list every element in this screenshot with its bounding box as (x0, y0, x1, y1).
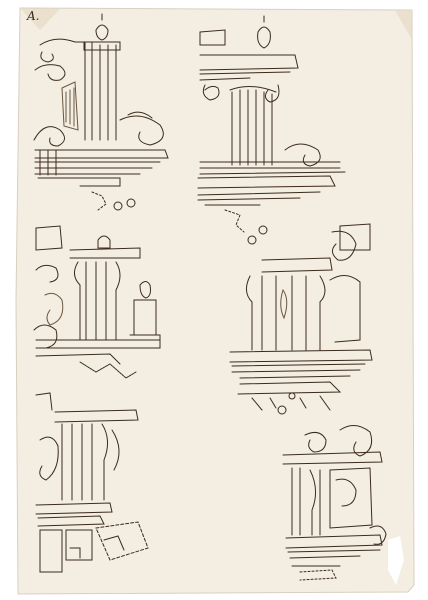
corner-letter: A. (27, 9, 40, 23)
